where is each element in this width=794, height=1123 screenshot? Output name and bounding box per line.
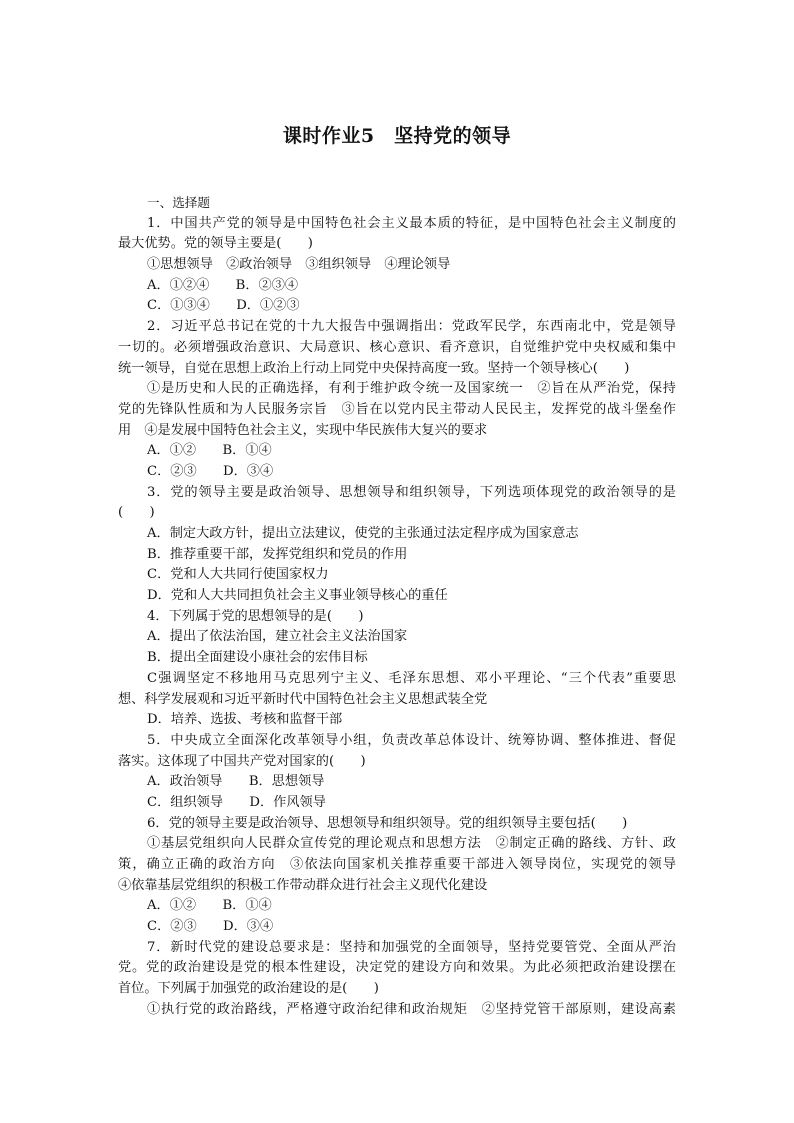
page-title: 课时作业5 坚持党的领导 <box>282 125 512 147</box>
text-line: 7．新时代党的建设总要求是：坚持和加强党的全面领导，坚持党要管党、全面从严治 <box>147 939 676 955</box>
text-line: 1．中国共产党的领导是中国特色社会主义最本质的特征，是中国特色社会主义制度的 <box>147 215 676 231</box>
text-line: D．培养、选拔、考核和监督干部 <box>147 712 343 728</box>
section-heading: 一、选择题 <box>147 195 210 210</box>
text-line: A．政治领导 B．思想领导 <box>147 774 325 790</box>
text-line: ①思想领导 ②政治领导 ③组织领导 ④理论领导 <box>147 257 451 273</box>
text-line: ( ) <box>118 505 155 521</box>
text-line: 落实。这体现了中国共产党对国家的( ) <box>118 753 366 769</box>
question-lines <box>118 214 676 1021</box>
text-line: C．党和人大共同行使国家权力 <box>147 567 329 583</box>
text-line: C．①③④ D．①②③ <box>147 298 300 314</box>
text-line: 想、科学发展观和习近平新时代中国特色社会主义思想武装全党 <box>118 691 488 707</box>
text-line: B．推荐重要干部，发挥党组织和党员的作用 <box>147 546 408 562</box>
text-line: 5．中央成立全面深化改革领导小组，负责改革总体设计、统筹协调、整体推进、督促 <box>147 732 676 748</box>
text-line: 首位。下列属于加强党的政治建设的是( ) <box>118 981 379 997</box>
text-line: C．②③ D．③④ <box>147 463 274 479</box>
text-line: A．提出了依法治国，建立社会主义法治国家 <box>147 629 408 645</box>
text-line: A．①② B．①④ <box>147 898 272 914</box>
text-line: C强调坚定不移地用马克思列宁主义、毛泽东思想、邓小平理论、“三个代表”重要思 <box>147 670 676 686</box>
text-line: D．党和人大共同担负社会主义事业领导核心的重任 <box>147 588 448 604</box>
text-line: 4．下列属于党的思想领导的是( ) <box>147 608 364 624</box>
text-line: C．组织领导 D．作风领导 <box>147 794 326 810</box>
text-line: 6．党的领导主要是政治领导、思想领导和组织领导。党的组织领导主要包括( ) <box>147 815 628 831</box>
text-line: A．制定大政方针，提出立法建议，使党的主张通过法定程序成为国家意志 <box>147 526 579 541</box>
document-body <box>118 193 676 1021</box>
text-line: 党的先锋队性质和为人民服务宗旨 ③旨在以党内民主带动人民民主，发挥党的战斗堡垒作 <box>118 401 676 417</box>
text-line: B．提出全面建设小康社会的宏伟目标 <box>147 650 368 666</box>
text-line: 一切的。必须增强政治意识、大局意识、核心意识、看齐意识，自觉维护党中央权威和集中 <box>118 339 676 355</box>
text-line: 党。党的政治建设是党的根本性建设，决定党的建设方向和效果。为此必须把政治建设摆在 <box>118 960 676 976</box>
text-line: 策，确立正确的政治方向 ③依法向国家机关推荐重要干部进入领导岗位，实现党的领导 <box>118 857 676 872</box>
text-line: 最大优势。党的领导主要是( ) <box>118 236 313 252</box>
text-line: ①基层党组织向人民群众宣传党的理论观点和思想方法 ②制定正确的路线、方针、政 <box>147 836 676 852</box>
text-line: 2．习近平总书记在党的十九大报告中强调指出：党政军民学，东西南北中，党是领导 <box>147 319 676 335</box>
text-line: 3．党的领导主要是政治领导、思想领导和组织领导，下列选项体现党的政治领导的是 <box>147 484 676 500</box>
text-line: 用 ④是发展中国特色社会主义，实现中华民族伟大复兴的要求 <box>118 422 488 438</box>
text-line: ①执行党的政治路线，严格遵守政治纪律和政治规矩 ②坚持党管干部原则，建设高素 <box>147 1001 676 1017</box>
text-line: A．①②④ B．②③④ <box>147 277 299 293</box>
text-line: A．①② B．①④ <box>147 443 272 459</box>
text-line: ①是历史和人民的正确选择，有利于维护政令统一及国家统一 ②旨在从严治党，保持 <box>147 381 676 397</box>
text-line: C．②③ D．③④ <box>147 919 274 935</box>
text-line: ④依靠基层党组织的积极工作带动群众进行社会主义现代化建设 <box>118 877 488 893</box>
text-line: 统一领导，自觉在思想上政治上行动上同党中央保持高度一致。坚持一个领导核心( ) <box>118 360 630 376</box>
